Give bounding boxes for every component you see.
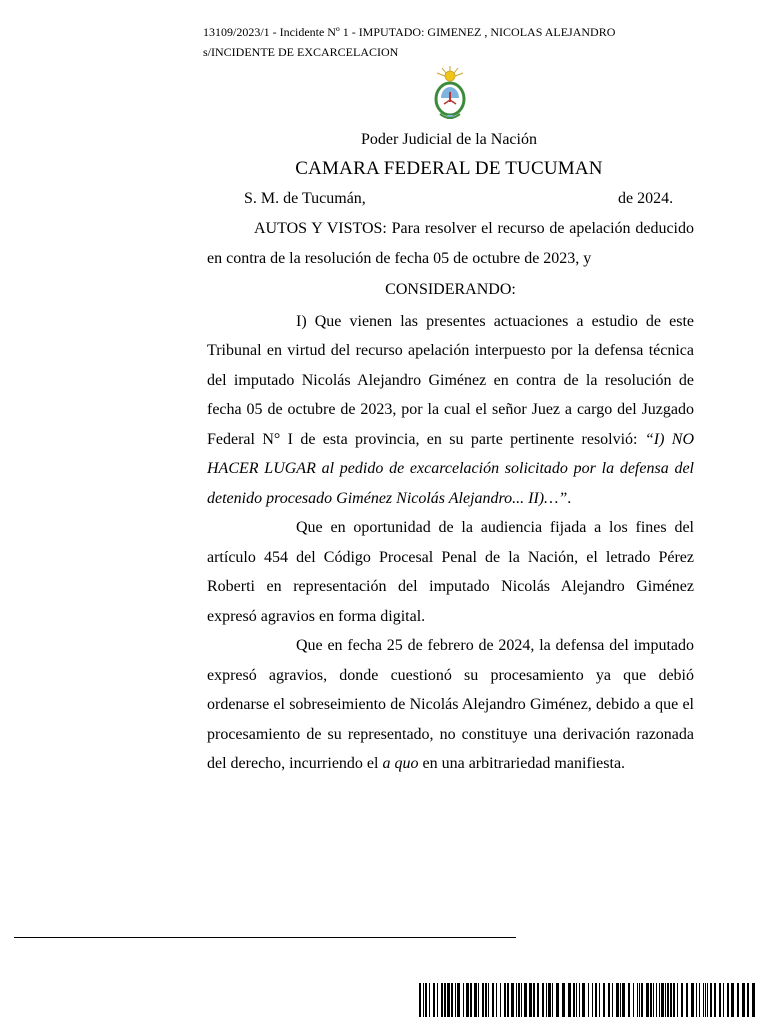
footer-divider (14, 937, 516, 938)
date-place: S. M. de Tucumán, (244, 190, 366, 207)
paragraph-3-end: en una arbitrariedad manifiesta. (418, 755, 626, 772)
court-name: Poder Judicial de la Nación (361, 131, 537, 148)
document-body (207, 214, 694, 779)
barcode-icon (419, 983, 759, 1017)
paragraph-3 (207, 631, 694, 779)
paragraph-3-text: Que en fecha 25 de febrero de 2024, la defensa del imputado expresó agravios, donde cuestionó su procesamiento ya que debió ordenarse el sobreseimiento de Nicolás Alejandro Giménez, debido a que el procesamiento de su representado, no constituye una derivación razonada del derecho, incurriendo el (207, 637, 694, 772)
a-quo-a: a (382, 755, 391, 772)
a-quo-quo: quo (394, 755, 419, 772)
paragraph-1 (207, 307, 694, 514)
considerando-heading: CONSIDERANDO: (385, 281, 516, 298)
paragraph-1-text: I) Que vienen las presentes actuaciones a estudio de este Tribunal en virtud del recurso apelación interpuesto por la defensa técnica del imputado Nicolás Alejandro Giménez en contra de la resolución de fecha 05 de octubre de 2023, por la cual el señor Juez a cargo del Juzgado Federal N° I de esta provincia, en su parte pertinente resolvió: (207, 312, 694, 448)
autos-paragraph: AUTOS Y VISTOS: Para resolver el recurso de apelación deducido en contra de la resolución de fecha 05 de octubre de 2023, y (207, 220, 694, 267)
case-subject-line: s/INCIDENTE DE EXCARCELACION (203, 45, 399, 59)
document-header (203, 22, 615, 62)
argentina-coat-of-arms-icon (430, 64, 470, 124)
resolution-quote: “I) NO HACER LUGAR al pedido de excarcelación solicitado por la defensa del detenido procesado Giménez Nicolás Alejandro... II)…” (207, 430, 695, 507)
paragraph-1-end: . (567, 489, 572, 507)
case-number-line: 13109/2023/1 - Incidente Nº 1 - IMPUTADO: GIMENEZ , NICOLAS ALEJANDRO (203, 25, 616, 39)
chamber-name: CAMARA FEDERAL DE TUCUMAN (295, 158, 603, 179)
paragraph-2: Que en oportunidad de la audiencia fijada a los fines del artículo 454 del Código Procesal Penal de la Nación, el letrado Pérez Roberti en representación del imputado Nicolás Alejandro Giménez expresó agravios en forma digital. (207, 519, 694, 625)
date-year: de 2024. (618, 190, 674, 207)
